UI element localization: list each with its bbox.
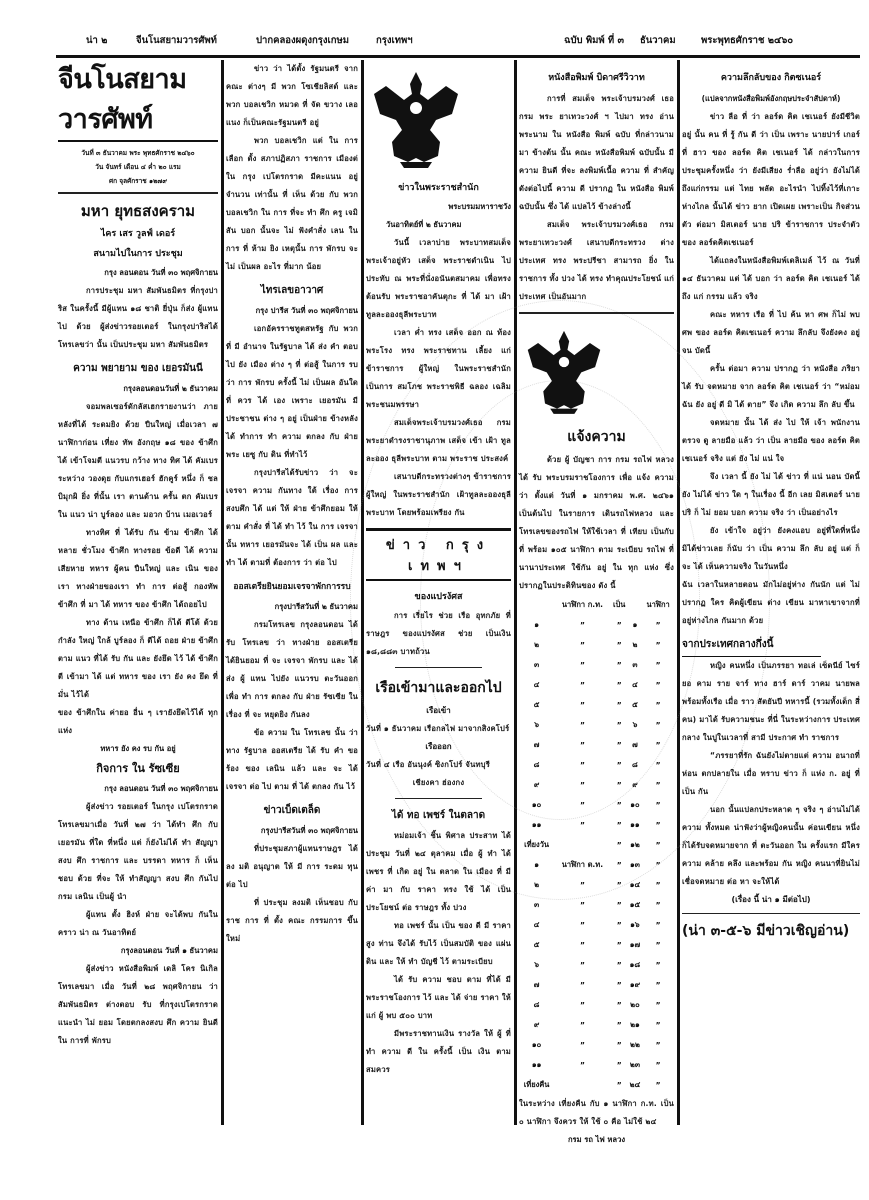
section-title: แจ้งความ — [567, 429, 626, 445]
issue-number: ฉบับ พิมพ์ ที่ ๓ — [564, 35, 624, 46]
subsection-title: เรือเข้า — [426, 706, 451, 715]
masthead-era: ศก จุลศักราช ๑๒๗๙ — [108, 177, 168, 185]
section-title: เรือเข้ามาและออกไป — [375, 680, 502, 696]
article-paragraph: การประชุม มหา สัมพันธมิตร ที่กรุงปาริส ในครั้งนี้ มีผู้แทน ๑๘ ชาติ ยี่ปุ่น ก็ส่ง ผู้แทนไป ด้วย ผู้ส่งข่าวรอยเตอร์ ในกรุงปาริสได้ โทรเลขว่า นั้น เป็นประชุม มหา สัมพันธมิตร — [58, 286, 218, 349]
article-paragraph: “ภรรยาที่รัก ฉันยังไม่ตายแต่ ความ อนาถที่ ห่อน ตกปลายใน เมื่อ ทราบ ข่าว ก็ แห่ง ก. อยู่ ที่ เป็น กัน — [682, 751, 860, 796]
signature: กรม รถ ไฟ หลวง — [567, 1135, 626, 1144]
running-header — [58, 33, 858, 51]
time-table-cell: ๑ — [632, 620, 638, 629]
time-table-row — [519, 615, 674, 635]
time-table-cell: ๘ — [533, 760, 540, 769]
article-paragraph: ที่ประชุมสภาผู้แทนราษฎร ได้ ลง มติ อนุญาต ให้ มี การ ระดม ทุน ต่อ ไป — [226, 844, 358, 889]
time-table-cell: ๔ — [533, 920, 540, 929]
dateline: กรุงลอนดอน วันที่ ๑ ธันวาคม — [120, 946, 218, 955]
time-table-cell: ” — [616, 880, 622, 890]
time-table-cell: ๑๐ — [531, 800, 542, 809]
time-table-cell: ” — [655, 860, 661, 870]
garuda-emblem-icon — [366, 64, 466, 174]
time-table-cell: ๖ — [632, 720, 638, 729]
time-table-row — [519, 935, 674, 955]
time-table-cell: ๕ — [533, 700, 540, 709]
time-table-row — [519, 755, 674, 775]
dateline: กรุงปารีสวันที่ ๓๐ พฤศจิกายน — [260, 826, 358, 835]
time-table-cell: ” — [579, 720, 585, 730]
article-paragraph: ของ ข้าศึกใน ค่ายอ อื่น ๆ เรายังยึดไว้ได้ ทุก แห่ง — [58, 708, 218, 735]
divider — [58, 192, 218, 194]
dateline: กรุง ลอนดอน วันที่ ๓๐ พฤศจิกายน — [104, 784, 218, 793]
column-divider — [361, 60, 364, 1125]
article-paragraph: ทางทิศ ที่ ได้รับ กัน ข้าม ข้าศึก ได้ หลาย ชั่วโมง ข้าศึก ทางรอย ข้อดี ได้ ความ เสียหาย ทหาร ผู้คน ปืนใหญ่ และ เนิน ของ เรา ทางฝ่ายของเรา ทำ การ ต่อสู้ กองทัพ ข้าศึก ที่ มา ได้ ทหาร ของ ข้าศึก ได้ถอยไป — [58, 528, 218, 609]
time-table-cell: ” — [616, 740, 622, 750]
time-table-cell: ๑๑ — [531, 1060, 542, 1069]
time-table-cell: ๖ — [534, 960, 539, 969]
article-paragraph: ผู้ส่งข่าว หนังสือพิมพ์ เดลิ โคร นิเกิล โทรเลขมา เมื่อ วันที่ ๒๘ พฤศจิกายน ว่า สัมพันธมิตร ต่างตอบ รับ ที่กรุงเปโตรกราด แนะนำ ไม่ ยอม โดยตกลงสงบ ศึก ความ ยินดี ใน การที่ พักรบ — [58, 964, 218, 1045]
time-table-cell: ” — [579, 780, 585, 790]
time-table-body — [519, 595, 674, 1095]
section-title: ความ พยายาม ของ เยอรมันนี — [73, 363, 203, 374]
time-table-cell: ๑๒ — [630, 840, 640, 849]
time-table-cell: ” — [579, 620, 585, 630]
time-table-cell: ” — [655, 820, 661, 830]
month: ธันวาคม — [640, 35, 676, 46]
time-table-cell: ” — [579, 900, 585, 910]
article-paragraph: เชียงคา ฮ่องกง — [412, 778, 465, 787]
time-table-cell: ” — [579, 760, 585, 770]
time-table-cell: ” — [655, 740, 661, 750]
time-table-cell: ๑๗ — [629, 940, 641, 949]
article-paragraph: สมเด็จ พระเจ้าบรมวงศ์เธอ กรม พระยาเทวะวงศ์ เสนาบดีกระทรวง ต่าง ประเทศ ทรง พระปรีชา สามารถ ยิ่ง ใน ราชการ ทั้ง ปวง ได้ ทรง ทำคุณประโยชน์ แก่ ประเทศ เป็นอันมาก — [519, 220, 674, 301]
time-table-cell: ” — [655, 620, 661, 630]
year: พระพุทธศักราช ๒๔๖๐ — [701, 35, 794, 46]
header-rule — [56, 55, 860, 58]
time-table-cell: ๒ — [632, 640, 638, 649]
time-table-cell: ๑๓ — [630, 860, 640, 869]
time-table-cell: ๑๕ — [629, 900, 641, 909]
time-table-cell: นาฬิกา ก.ท. — [561, 600, 603, 609]
article-paragraph: ยัง เข้าใจ อยู่ว่า ยังคงแอบ อยู่ที่ใดที่หนึ่ง มิได้ข่าวเลย ก็นับ ว่า เป็น ความ ลึก ลับ อยู่ แต่ ก็ จะ ได้ เห็นความจริง ในวันหนึ่ง — [682, 526, 860, 571]
column-divider — [221, 60, 224, 1125]
time-table-cell: ” — [616, 720, 622, 730]
time-table-row — [519, 735, 674, 755]
column-divider — [514, 60, 517, 1125]
time-table-cell: ” — [579, 1000, 585, 1010]
time-table-cell: ” — [616, 1040, 622, 1050]
time-table-cell: ” — [579, 640, 585, 650]
time-table-row — [519, 815, 674, 835]
article-paragraph: นอก นั้นแปลกประหลาด ๆ จริง ๆ อ่านไม่ได้ ความ ทั้งหมด น่าฟังว่าผู้หญิงคนนั้น ค่อนเขียน หนึ่ง ก็ได้รับจดหมายจาก ที่ ตะวันออก ใน ครั้งแรก มีใคร ความ คล้าย คลึง และพร้อม กัน หญิง คนนาที่ยินไม่เชื่อจดหมาย ต่อ หา จะให้ได้ — [682, 805, 860, 886]
time-table-cell: ” — [655, 720, 661, 730]
time-table-cell: ๑๑ — [630, 820, 640, 829]
article-paragraph: ที่ ประชุม ลงมติ เห็นชอบ กับ ราช การ ที่ ตั้ง คณะ กรรมการ ขึ้น ใหม่ — [226, 898, 358, 943]
article-paragraph: ได้แถลงในหนังสือพิมพ์เดลิเมล์ ไว้ ณ วันที่ ๑๔ ธันวาคม แต่ ได้ บอก ว่า ลอร์ด คิต เชเนอร์ ได้ ถึง แก่ กรรม แล้ว จริง — [682, 256, 860, 301]
time-table-cell: ” — [579, 880, 585, 890]
article-paragraph: วันนี้ เวลาบ่าย พระบาทสมเด็จพระเจ้าอยู่หัว เสด็จ พระราชดำเนิน ไปประทับ ณ พระที่นั่งอนันตสมาคม เพื่อทรงต้อนรับ พระราชอาคันตุกะ ที่ ได้ มา เฝ้า ทูลละอองธุลีพระบาท — [366, 238, 511, 319]
article-paragraph: พวก บอลเชวิก แต่ ใน การ เลือก ตั้ง สภาปฏิสภา ราชการ เมืองต่ ใน กรุง เปโตรกราด มีคะแนน อยู่ จำนวน เท่านั้น ที่ เห็น ด้วย กับ พวก บอลเชวิก ใน การ ที่จะ ทำ ศึก ครู เจมิสัน บอก นั้นจะ ไม่ ฟังคำสั่ง เลน ใน การ ที่ ห้าม ยิง เหตุนั้น การ พักรบ จะ ไม่ เป็นผล อะไร ที่มาก น้อย — [226, 136, 358, 271]
time-table-cell: ” — [579, 660, 585, 670]
time-table-cell: ” — [616, 980, 622, 990]
time-table-cell: ๑ — [534, 860, 539, 869]
paper-name: จีนโนสยามวารศัพท์ — [136, 35, 217, 46]
time-table-row — [519, 875, 674, 895]
article-paragraph: วันที่ ๑ ธันวาคม เรือกลไฟ มาจากสิงคโปร์ — [366, 724, 510, 733]
time-table-cell: ” — [655, 940, 661, 950]
time-table-header — [519, 595, 674, 615]
dateline: กรุงลอนดอนวันที่ ๒ ธันวาคม — [123, 384, 218, 393]
time-table-cell: ” — [616, 620, 622, 630]
time-table-cell: ๘ — [632, 760, 638, 769]
time-table-cell: ” — [655, 640, 661, 650]
time-table-row — [519, 975, 674, 995]
dateline: กรุง ลอนดอน วันที่ ๓๐ พฤศจิกายน — [104, 268, 218, 277]
time-table-cell: ” — [616, 920, 622, 930]
article-paragraph: กรมโทรเลข กรุงลอนดอน ได้รับ โทรเลข ว่า ทางฝ่าย ออสเตรีย ได้ยินยอม ที่ จะ เจรจา พักรบ และ ได้ ส่ง ผู้ แทน ไปยัง แนวรบ ตะวันออก เพื่อ ทำ การ ตกลง กับ ฝ่าย รัซเซีย ในเรื่อง ที่ จะ หยุดยิง กันลง — [226, 620, 358, 719]
time-table-cell: ๑๐ — [531, 1040, 542, 1049]
article-paragraph: ข้อ ความ ใน โทรเลข นั้น ว่า ทาง รัฐบาล ออสเตรีย ได้ รับ คำ ขอ ร้อง ของ เลนิน แล้ว และ จะ ได้ เจรจา ต่อ ไป ตาม ที่ ได้ ตกลง กัน ไว้ — [226, 728, 358, 791]
time-table-cell: ๕ — [632, 700, 638, 709]
time-table-cell: ” — [616, 700, 622, 710]
time-table-cell: ๖ — [534, 720, 539, 729]
city: กรุงเทพฯ — [376, 35, 413, 46]
time-table-cell: ๙ — [632, 780, 638, 789]
time-table-cell — [554, 1075, 611, 1095]
time-table-cell: ” — [579, 980, 585, 990]
time-table-row — [519, 775, 674, 795]
time-table-cell: ” — [655, 1060, 661, 1070]
time-table-cell: ๑๘ — [629, 960, 641, 969]
garuda-emblem-icon — [519, 324, 609, 419]
time-table-cell: ” — [655, 800, 661, 810]
time-table-cell: ” — [616, 940, 622, 950]
time-table-cell: ” — [579, 960, 585, 970]
time-table-cell: ๑๔ — [629, 880, 641, 889]
section-subtitle: (แปลจากหนังสือพิมพ์อังกฤษประจำสัปดาห์) — [701, 94, 841, 103]
time-table-cell: ” — [616, 960, 622, 970]
time-table-cell: ” — [579, 1060, 585, 1070]
time-table-cell: ” — [655, 920, 661, 930]
time-table-cell: ” — [655, 980, 661, 990]
article-paragraph: กรุงปารีสได้รับข่าว ว่า จะ เจรจา ความ กันทาง ใต้ เรื่อง การ สงบศึก ได้ แต่ ให้ ฝ่าย ข้าศึกยอม ให้ตาม คำสั่ง ที่ ได้ ทำ ไว้ ใน การ เจรจา นั้น ทหาร เยอรมันจะ ได้ เป็น ผล และ ทำ ได้ ตามที่ ต้องการ ว่า ต่อ ไป — [226, 468, 358, 567]
time-table-cell: ” — [655, 1000, 661, 1010]
time-table-cell: ” — [655, 1080, 661, 1090]
time-table-row — [519, 1015, 674, 1035]
time-table-cell: ” — [579, 920, 585, 930]
column-1 — [58, 60, 218, 1130]
time-table-cell: ” — [616, 840, 622, 850]
column-4 — [519, 60, 674, 1144]
time-table-row — [519, 715, 674, 735]
masthead: จีนโนสยามวารศัพท์ — [58, 60, 218, 142]
article-paragraph: การ เรี่ยไร ช่วย เรือ อุทกภัย ที่ ราษฎร ของแปรงัศส ช่วย เป็นเงิน ๑๘,๘๘๓ บาทถ้วน — [366, 611, 511, 656]
article-paragraph: ผู้ส่งข่าว รอยเตอร์ ในกรุง เปโตรกราด โทรเลขมาเมื่อ วันที่ ๒๗ ว่า ได้ทำ ศึก กับ เยอรมัน ที่ใด ที่หนึ่ง แต่ ก็ยังไม่ได้ ทำ สัญญาสงบ ศึก ราชการ และ บรรดา ทหาร ก็ เห็นชอบ ด้วย ที่จะ ให้ ทำสัญญา สงบ ศึก กันไป กรม เลนิน เป็นผู้ นำ — [58, 802, 218, 901]
time-table-cell: ” — [616, 820, 622, 830]
time-table-cell — [519, 595, 554, 615]
time-table-cell: ๙ — [533, 780, 540, 789]
column-divider — [677, 60, 680, 1125]
time-table-cell: นาฬิกา ต.ท. — [561, 860, 604, 869]
section-title: ไทรเลขอาวาศ — [260, 285, 324, 296]
railway-time-table — [519, 595, 674, 1095]
time-table-cell: ๗ — [533, 980, 540, 989]
time-table-cell: ” — [655, 960, 661, 970]
divider — [682, 913, 860, 914]
time-table-cell: ” — [579, 740, 585, 750]
time-table-cell: ” — [579, 680, 585, 690]
time-table-cell: ” — [579, 1040, 585, 1050]
time-table-cell: ” — [616, 680, 622, 690]
time-table-cell: ๒ — [534, 640, 540, 649]
page-reference: (น่า ๓-๕-๖ มีข่าวเชิญอ่าน) — [682, 923, 850, 939]
article-paragraph: หญิง คนหนึ่ง เป็นภรรยา ทอเล่ เซ็ดนีย์ ไซร์ ยอ คาม ราย จาร์ ทาง ฮาร์ ดาร์ วาคม นายพล พร้อมทั้งเรือ เมื่อ ราว สัตยันปี ทหารนี้ (รวมทั้งเด็ก สี่คน) มาได้ รับความชนะ ที่นี่ ในระหว่างการ ประเทศ กลาง ในปูในเวลาที่ สามี ประกาศ ทำ ราชการ — [682, 661, 860, 742]
section-title: ข่าวเบ็ดเตล็ด — [263, 805, 321, 816]
time-table-row — [519, 915, 674, 935]
article-paragraph: ฉัน เวลาในหลายตอน มักไม่อยู่ห่าง กันนัก แต่ ไม่ปรากฏ ใคร คิดผู้เขียน ต่าง เขียน มาหาเขาจากที่ อยู่ห่างไกล กันมาก ด้วย — [682, 580, 860, 625]
article-paragraph: เอกอัครราชทูตสหรัฐ กับ พวก ที่ มี อำนาจ ในรัฐบาล ได้ ส่ง คำ ตอบ ไป ยัง เมือง ต่าง ๆ ที่ ต่อสู้ ในการ รบ ว่า การ พักรบ ครั้งนี้ ไม่ เป็นผล อันใด ที่ ควร ได้ เอง เพราะ เยอรมัน มี ประชาชน ต่าง ๆ อยู่ เป็นฝ่าย ข้างหลัง ได้ ทำการ ทำ ความ ตกลง กับ ฝ่ายพระ เยซู กับ ดิน ที่ทำไว้ — [226, 324, 358, 459]
time-table-cell: ” — [579, 820, 585, 830]
time-table-cell: ๒๔ — [629, 1080, 641, 1089]
time-table-cell: ๙ — [533, 1020, 540, 1029]
time-table-cell: ๒๒ — [630, 1040, 640, 1049]
time-table-row — [519, 695, 674, 715]
article-paragraph: การที่ สมเด็จ พระเจ้าบรมวงศ์ เธอ กรม พระ ยาเทวะวงศ์ ฯ ไปมา ทรง อ่าน พระนาม ใน หนังสือ พิมพ์ ฉบับ ที่กล่าวนาม มา ข้างต้น นั้น คณะ หนังสือพิมพ์ ฉบับนั้น มี ความ ยินดี ที่จะ ลงพิมพ์เนื้อ ความ ที่ สำคัญ ดังต่อไปนี้ ความ ดี ปรากฏ ใน หนังสือ พิมพ์ ฉบับนั้น ซึ่ง ได้ แปลไว้ ข้างล่างนี้ — [519, 94, 674, 211]
article-paragraph: ทาง ด้าน เหนือ ข้าศึก ก็ได้ ตีโต้ ด้วย กำลัง ใหญ่ ใกล้ บูร์ลอง ก็ ตีได้ ถอย ฝ่าย ข้าศึก ตาม แนว ที่ได้ รับ กัน และ ยังยึด ไว้ ได้ ข้าศึก ตี เข้ามา ได้ แต่ ทหาร ของ เรา ยัง คง ยึด ที่มั่น ไว้ได้ — [58, 618, 218, 699]
time-table-cell: ” — [579, 700, 585, 710]
time-table-cell: ” — [655, 1040, 661, 1050]
section-title: ข่าวในพระราชสำนัก — [398, 183, 479, 193]
time-table-cell: ๘ — [533, 1000, 540, 1009]
time-table-row — [519, 1075, 674, 1095]
time-table-cell: เที่ยงคืน — [523, 1080, 550, 1089]
article-paragraph: วันที่ ๔ เรือ อันนุงค์ ซิงกโปร์ จันทบุรี — [366, 760, 490, 769]
time-table-cell: ๗ — [533, 740, 540, 749]
time-table-row — [519, 855, 674, 875]
time-table-cell: ๒๐ — [630, 1000, 640, 1009]
article-paragraph: จึง เวลา นี้ ยัง ไม่ ได้ ข่าว ที่ แน่ นอน บัดนี้ ยัง ไม่ได้ ข่าว ใด ๆ ในเรื่อง นี้ อีก เลย มิสเตอร์ นาย ปริ ก็ ไม่ ยอม บอก ความ จริง ว่า เป็นอย่างไร — [682, 472, 860, 517]
section-pretitle: ทหาร ยัง คง รบ กัน อยู่ — [100, 744, 176, 753]
time-table-cell: ๒ — [534, 880, 540, 889]
time-table-cell: ” — [579, 940, 585, 950]
time-table-cell: ” — [655, 780, 661, 790]
article-paragraph: จอมพลเซอร์ดักลัสเฮกรายงานว่า ภายหลังที่ได้ ระดมยิง ด้วย ปืนใหญ่ เมื่อเวลา ๗ นาฬิกาก่อน เที่ยง ทัพ อังกฤษ ๑๘ ของ ข้าศึกได้ เข้าโจมตี แนวรบ กว้าง ทาง ทิศ ได้ คัมเบร ระหว่าง วองดุย กับแกรเฮอร์ ฮักคูร์ หนึ่ง ก็ ชลบิมุกผิ ยิ่ง ที่นั้น เรา ตานด้าน ครั้น ตก คัมเบรใน แนว น่า บูร์ลอง และ มอวก บ้าน เมอเวอร์ — [58, 402, 218, 519]
time-table-cell: ” — [655, 900, 661, 910]
time-table-cell: ๒๑ — [630, 1020, 640, 1029]
time-table-cell: ๑ — [534, 620, 539, 629]
article-paragraph: ข่าว ว่า ได้ตั้ง รัฐมนตรี จาก คณะ ต่างๆ มี พวก โซเชียลิสต์ และ พวก บอลเชวิก หมวด ที่ จัด ขวาง เลอ แนง ก็เป็นคณะรัฐมนตรี อยู่ — [226, 64, 358, 127]
time-table-cell: ” — [616, 1000, 622, 1010]
subsection-title: เรือออก — [425, 742, 452, 751]
time-table-cell: ” — [655, 760, 661, 770]
time-table-row — [519, 995, 674, 1015]
section-title: ออสเตรียยินยอมเจรจาพักการรบ — [233, 582, 351, 592]
time-table-cell: ” — [655, 660, 661, 670]
time-table-cell: ๕ — [533, 940, 540, 949]
time-table-cell: ๗ — [632, 740, 638, 749]
article-paragraph: ผู้แทน ตั้ง ฮิงห์ ฝ่าย จะได้พบ กันในคราว น่า ณ วันอาทิตย์ — [58, 910, 218, 937]
time-table-cell: ” — [616, 660, 622, 670]
time-table-row — [519, 635, 674, 655]
time-table-row — [519, 895, 674, 915]
time-table-cell: ” — [616, 780, 622, 790]
time-table-cell: ” — [579, 800, 585, 810]
time-table-cell: ” — [616, 900, 622, 910]
article-paragraph: หม่อมเจ้า ชิ้น พิศาล ประสาท ได้ ประชุม วันที่ ๒๔ ตุลาคม เมื่อ ผู้ ทำ ได้ เพชร ที่ เกิด อยู่ ใน ตลาด ใน เมือง ที่ มี ค่า มา กับ ราคา ทรง ใช้ ได้ เป็น ประโยชน์ ต่อ ราษฎร ทั้ง ปวง — [366, 831, 511, 912]
time-table-cell: ” — [655, 680, 661, 690]
time-table-cell: ๓ — [534, 900, 540, 909]
column-5 — [682, 60, 860, 1130]
time-table-cell — [554, 835, 611, 855]
article-paragraph: ในระหว่าง เที่ยงคืน กับ ๑ นาฬิกา ก.ท. เป็น ๐ นาฬิกา จึงควร ให้ ใช้ ๐ คือ ไม่ใช้ ๒๔ — [519, 1099, 674, 1126]
dateline: พระบรมมหาราชวัง — [448, 202, 511, 211]
time-table-cell: ๑๖ — [630, 920, 640, 929]
section-title: ความลึกลับของ กิตซเนอร์ — [720, 73, 822, 83]
article-paragraph: ครั้น ต่อมา ความ ปรากฏ ว่า หนังสือ ภริยา ได้ รับ จดหมาย จาก ลอร์ด คิต เชเนอร์ ว่า “หม่อม ฉัน ยัง อยู่ ดี มิ ได้ ตาย” จึง เกิด ความ ลึก ลับ ขึ้น — [682, 364, 860, 409]
time-table-cell: ” — [655, 1020, 661, 1030]
article-paragraph: สมเด็จพระเจ้าบรมวงศ์เธอ กรมพระยาดำรงราชานุภาพ เสด็จ เข้า เฝ้า ทูลละออง ธุลีพระบาท ตาม พระราช ประสงค์ — [366, 418, 511, 463]
masthead-lunar-date: วัน จันทร์ เดือน ๔ ค่ำ ๒๐ แรม — [95, 163, 181, 171]
section-title: กิจการ ใน รัซเซีย — [96, 762, 180, 775]
article-paragraph: ได้ รับ ความ ชอบ ตาม ที่ได้ มีพระราชโองการ ไว้ และ ได้ จ่าย ราคา ให้ แก่ ผู้ พบ ๕๐๐ บาท — [366, 975, 511, 1020]
masthead-date: วันที่ ๓ ธันวาคม พระ พุทธศักราช ๒๔๖๐ — [81, 149, 195, 157]
time-table-row — [519, 1035, 674, 1055]
section-banner: ข่าว กรุง เทพฯ — [366, 528, 511, 581]
time-table-cell — [628, 595, 643, 615]
time-table-cell: ๑๐ — [630, 800, 640, 809]
section-title: จากประเทศกลางกึ่งนี้ — [682, 634, 821, 657]
time-table-cell: ” — [579, 1020, 585, 1030]
time-table-cell: ” — [655, 880, 661, 890]
time-table-row — [519, 1055, 674, 1075]
time-table-cell: ” — [616, 1060, 622, 1070]
article-paragraph: จดหมาย นั้น ได้ ส่ง ไป ให้ เจ้า พนักงาน ตรวจ ดู ลายมือ แล้ว ว่า เป็น ลายมือ ของ ลอร์ด คิต เชเนอร์ จริง แต่ ยัง ไม่ แน่ ใจ — [682, 418, 860, 463]
time-table-cell: ” — [616, 1080, 622, 1090]
time-table-row — [519, 955, 674, 975]
time-table-row — [519, 655, 674, 675]
column-2 — [226, 60, 358, 1130]
time-table-cell: ” — [616, 640, 622, 650]
dateline: กรุง ปารีส วันที่ ๓๐ พฤศจิกายน — [255, 306, 358, 315]
time-table-cell: ” — [616, 1020, 622, 1030]
article-paragraph: คณะ ทหาร เรือ ที่ ไป ค้น หา ศพ ก็ไม่ พบ ศพ ของ ลอร์ด คิตเชเนอร์ ความ ลึกลับ จึงยังคง อยู่ จน บัดนี้ — [682, 310, 860, 355]
time-table-cell: ๒๓ — [629, 1060, 640, 1069]
time-table-cell: ” — [616, 800, 622, 810]
time-table-row — [519, 795, 674, 815]
time-table-cell: เที่ยงวัน — [524, 840, 550, 849]
article-paragraph: ด้วย ผู้ บัญชา การ กรม รถไฟ หลวง ได้ รับ พระบรมราชโองการ เพื่อ แจ้ง ความ ว่า ตั้งแต่ วันที่ ๑ มกราคม พ.ศ. ๒๔๖๑ เป็นต้นไป ในรายการ เดินรถไฟหลวง และ โทรเลขของรถไฟ ให้ใช้เวลา ที่ เทียบ เป็นกับ ที่ พร้อม ๑๐๕ นาฬิกา ตาม ระเบียบ รถไฟ ที่นานาประเทศ ใช้กัน อยู่ ใน ทุก แห่ง ซึ่ง ปรากฏในประดิทินของ ดัง นี้ — [519, 455, 674, 590]
article-paragraph: ข่าว ลือ ที่ ว่า ลอร์ด คิต เชเนอร์ ยังมีชีวิต อยู่ นั้น คน ที่ รู้ กัน ดี ว่า เป็น เพราะ นายปาร์ เกอร์ ที่ ฮาว ของ ลอร์ด คิต เชเนอร์ ได้ กล่าวในการประชุมครั้งหนึ่ง ว่า ยังมีเสียง ร่ำลือ อยู่ว่า ยังไม่ได้ ถึงแก่กรรม แต่ ไทย พลัด อะไรนำ ไปทิ้งไว้ที่เกาะ ห่างไกล นั้นได้ ข่าว ยาก เปิดเผย เพราะเป็น กิจส่วนตัว ต่อมา มิสเตอร์ นาย ปริ ข้าราชการ ประจำตัว ของ ลอร์ดคิตเชเนอร์ — [682, 112, 860, 247]
time-table-cell: ” — [655, 700, 661, 710]
column-3 — [366, 60, 511, 1130]
continued-note: (เรื่อง นี้ น่า ๑ มีต่อไป) — [731, 895, 811, 904]
time-table-row — [519, 675, 674, 695]
article-paragraph: เสนาบดีกระทรวงต่างๆ ข้าราชการ ผู้ใหญ่ ในพระราชสำนัก เฝ้าทูลละอองธุลีพระบาท โดยพร้อมเพรียง กัน — [366, 472, 511, 517]
section-title: ของแปรงัศส — [414, 592, 463, 602]
time-table-cell: ๓ — [534, 660, 540, 669]
time-table-cell: นาฬิกา — [646, 600, 670, 609]
divider — [395, 798, 482, 799]
subheadline: สนามไปในการ ประชุม — [93, 249, 183, 259]
article-paragraph: ทอ เพชร์ นั้น เป็น ของ ดี มี ราคา สูง ท่าน จึงได้ รับไว้ เป็นสมบัติ ของ แผ่นดิน และ ให้ ทำ บัญชี ไว้ ตามระเบียบ — [366, 921, 511, 966]
publisher-address: ปากคลองผดุงกรุงเกษม — [256, 35, 350, 46]
page-number: น่า ๒ — [86, 35, 108, 46]
time-table-cell: ” — [616, 860, 622, 870]
time-table-cell: ๔ — [632, 680, 638, 689]
divider — [519, 312, 674, 314]
section-title: ได้ ทอ เพชร์ ในตลาด — [391, 810, 486, 821]
time-table-cell: ” — [616, 760, 622, 770]
article-paragraph: มีพระราชทานเงิน รางวัล ให้ ผู้ ที่ ทำ ความ ดี ใน ครั้งนี้ เป็น เงิน ตาม สมควร — [366, 1029, 511, 1074]
time-table-cell: ” — [655, 840, 661, 850]
subheadline: ไคร เสร วูลฟ์ เดอร์ — [100, 229, 176, 239]
time-table-cell: ๓ — [632, 660, 638, 669]
dateline: วันอาทิตย์ที่ ๒ ธันวาคม — [386, 220, 462, 229]
time-table-cell: ๑๙ — [629, 980, 641, 989]
time-table-cell: เป็น — [612, 600, 626, 609]
section-title: หนังสือพิมพ์ บิดาศรีวิวาท — [548, 73, 645, 83]
divider — [395, 667, 482, 668]
time-table-row — [519, 835, 674, 855]
headline: มหา ยุทธสงคราม — [80, 202, 196, 220]
article-paragraph: เวลา ค่ำ ทรง เสด็จ ออก ณ ท้องพระโรง ทรง พระราชทาน เลี้ยง แก่ ข้าราชการ ผู้ใหญ่ ในพระราชสำนัก เป็นการ สมโภช พระราชพิธี ฉลอง เฉลิม พระชนมพรรษา — [366, 328, 511, 409]
dateline: กรุงปารีสวันที่ ๒ ธันวาคม — [274, 602, 358, 611]
time-table-cell: ๑๑ — [531, 820, 542, 829]
time-table-cell: ๔ — [533, 680, 540, 689]
